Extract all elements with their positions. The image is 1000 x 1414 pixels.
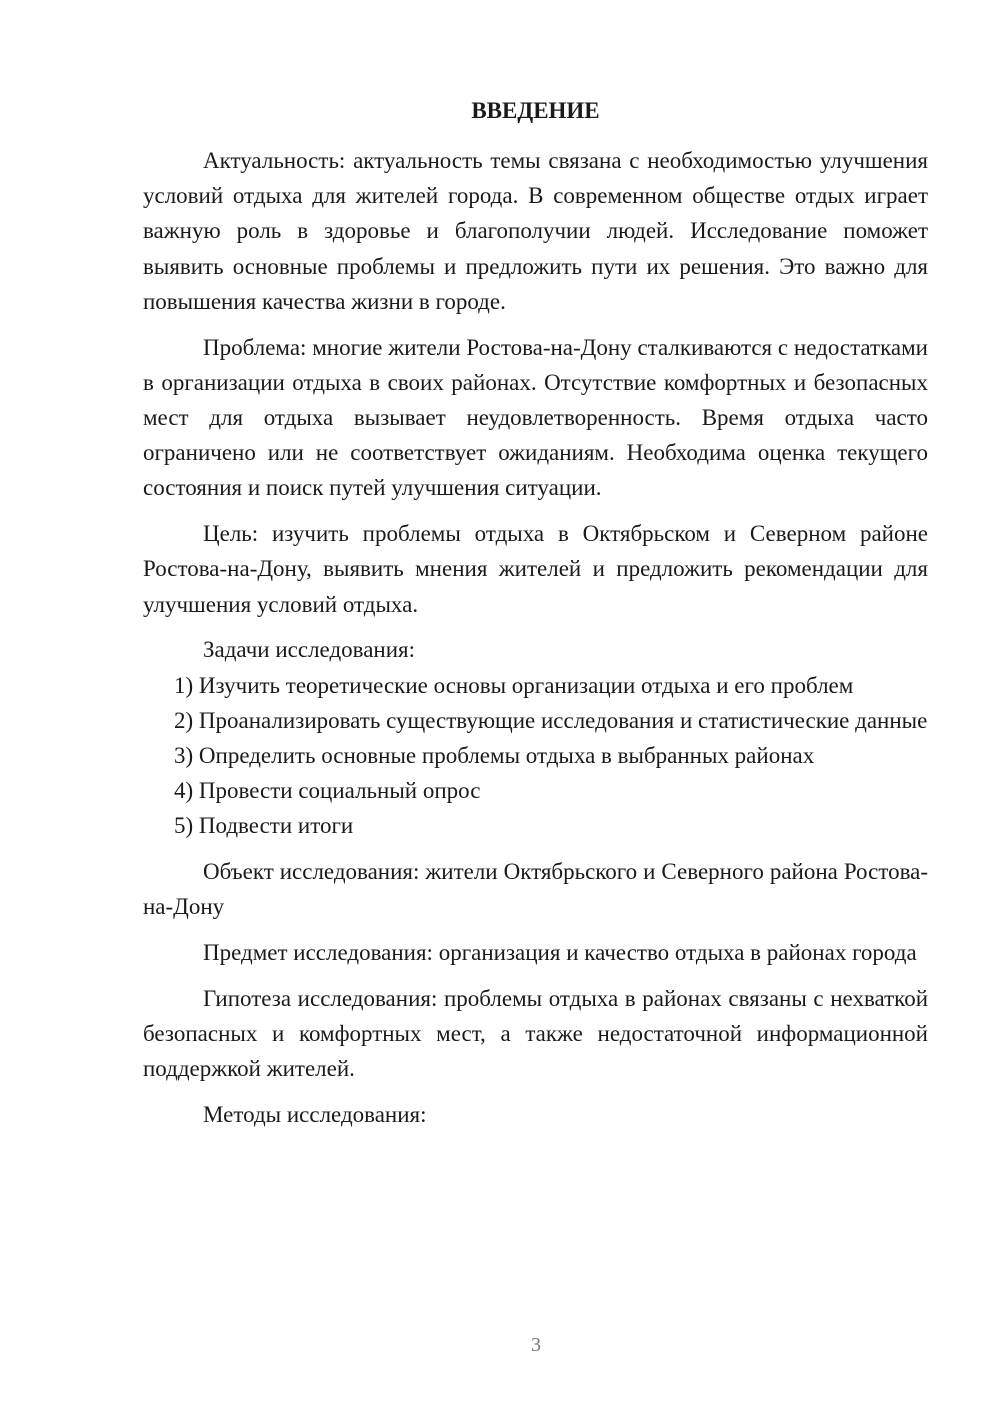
paragraph-relevance: Актуальность: актуальность темы связана с необходимостью улучшения условий отдыха для жителей города. В современном обществе отдых играет важную роль в здоровье и благополучии людей. Исследование поможет выявить основные проблемы и предложить пути их решения. Это важно для повышения качества жизни в городе. bbox=[143, 148, 928, 314]
page-title: ВВЕДЕНИЕ bbox=[471, 98, 600, 123]
paragraph-object: Объект исследования: жители Октябрьского и Северного района Ростова-на-Дону bbox=[143, 859, 928, 920]
task-item-3: 3) Определить основные проблемы отдыха в выбранных районах bbox=[174, 743, 815, 769]
paragraph-problem: Проблема: многие жители Ростова-на-Дону сталкиваются с недостатками в организации отдыха в своих районах. Отсутствие комфортных и безопасных мест для отдыха вызывает неудовлетворенность. Время отдыха часто ограничено или не соответствует ожиданиям. Необходима оценка текущего состояния и поиск путей улучшения ситуации. bbox=[143, 334, 928, 501]
paragraph-hypothesis: Гипотеза исследования: проблемы отдыха в районах связаны с нехваткой безопасных и комфортных мест, а также недостаточной информационной поддержкой жителей. bbox=[143, 986, 928, 1082]
page-number: 3 bbox=[531, 1334, 541, 1356]
paragraph-tasks-heading: Задачи исследования: bbox=[203, 637, 416, 663]
task-item-1: 1) Изучить теоретические основы организации отдыха и его проблем bbox=[174, 672, 854, 698]
task-item-5: 5) Подвести итоги bbox=[174, 813, 354, 839]
task-item-4: 4) Провести социальный опрос bbox=[174, 778, 481, 804]
task-item-2: 2) Проанализировать существующие исследования и статистические данные bbox=[174, 707, 928, 733]
document-body bbox=[143, 143, 928, 1132]
paragraph-subject: Предмет исследования: организация и качество отдыха в районах города bbox=[203, 940, 917, 966]
paragraph-goal: Цель: изучить проблемы отдыха в Октябрьском и Северном районе Ростова-на-Дону, выявить мнения жителей и предложить рекомендации для улучшения условий отдыха. bbox=[143, 521, 928, 617]
paragraph-methods: Методы исследования: bbox=[203, 1102, 427, 1128]
